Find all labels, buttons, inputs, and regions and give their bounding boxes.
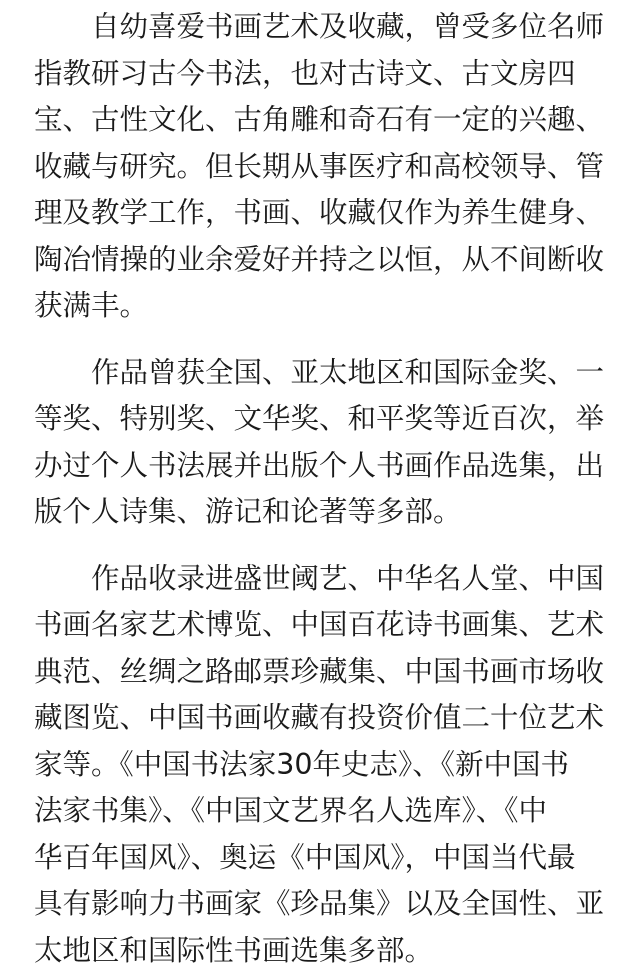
paragraph-line: 版个人诗集、游记和论著等多部。 [34, 489, 610, 536]
paragraph-line: 自幼喜爱书画艺术及收藏，曾受多位名师 [34, 4, 610, 51]
paragraph-line: 作品曾获全国、亚太地区和国际金奖、一 [34, 350, 610, 397]
paragraph-line: 理及教学工作，书画、收藏仅作为养生健身、 [34, 190, 610, 237]
paragraph-2 [34, 350, 610, 536]
paragraph-1 [34, 4, 610, 330]
paragraph-line: 典范、丝绸之路邮票珍藏集、中国书画市场收 [34, 649, 610, 696]
paragraph-line: 指教研习古今书法，也对古诗文、古文房四 [34, 51, 610, 98]
paragraph-line: 太地区和国际性书画选集多部。 [34, 928, 610, 974]
paragraph-line: 具有影响力书画家《珍品集》以及全国性、亚 [34, 881, 610, 928]
paragraph-line: 收藏与研究。但长期从事医疗和高校领导、管 [34, 144, 610, 191]
paragraph-line: 办过个人书法展并出版个人书画作品选集，出 [34, 443, 610, 490]
paragraph-line: 藏图览、中国书画收藏有投资价值二十位艺术 [34, 695, 610, 742]
paragraph-line: 等奖、特别奖、文华奖、和平奖等近百次，举 [34, 396, 610, 443]
paragraph-line: 法家书集》、《中国文艺界名人选库》、《中 [34, 788, 610, 835]
paragraph-line: 宝、古性文化、古角雕和奇石有一定的兴趣、 [34, 97, 610, 144]
paragraph-line: 作品收录进盛世阈艺、中华名人堂、中国 [34, 556, 610, 603]
paragraph-gap [34, 330, 610, 350]
paragraph-line: 华百年国风》、奥运《中国风》，中国当代最 [34, 835, 610, 882]
paragraph-gap [34, 536, 610, 556]
paragraph-line: 家等。《中国书法家30年史志》、《新中国书 [34, 742, 610, 789]
paragraph-line: 获满丰。 [34, 283, 610, 330]
paragraph-line: 书画名家艺术博览、中国百花诗书画集、艺术 [34, 602, 610, 649]
paragraph-line: 陶冶情操的业余爱好并持之以恒，从不间断收 [34, 237, 610, 284]
paragraph-3 [34, 556, 610, 974]
